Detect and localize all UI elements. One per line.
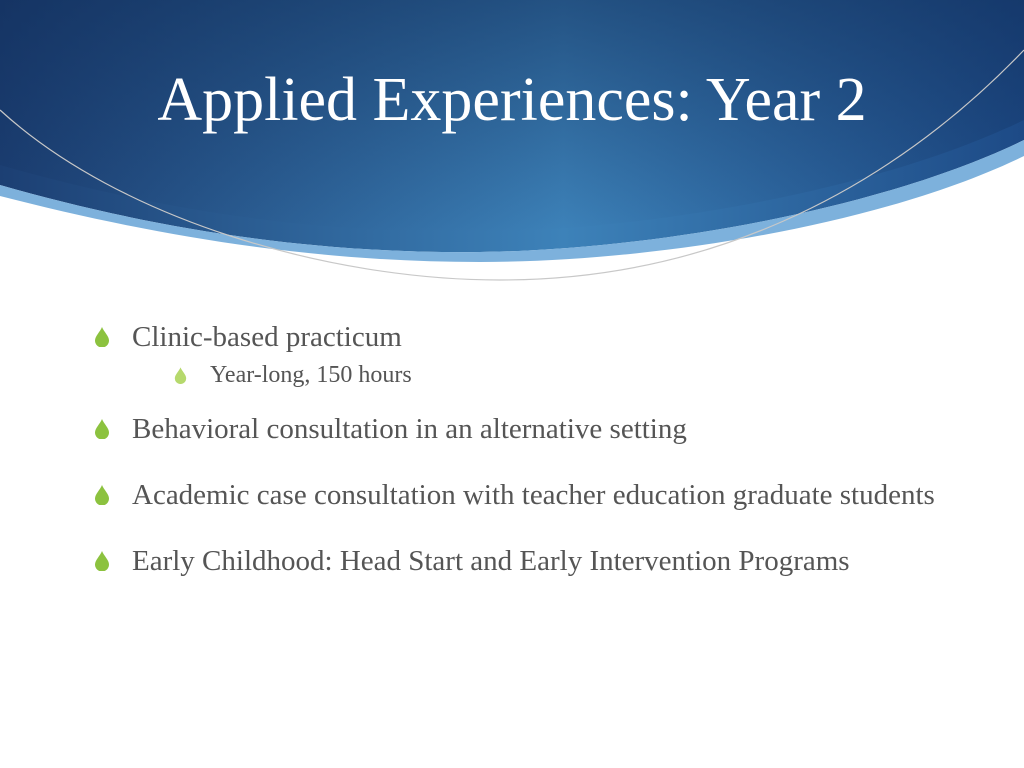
bullet-text: Clinic-based practicum (132, 321, 402, 353)
droplet-icon (94, 551, 110, 571)
bullet-list (94, 318, 974, 608)
bullet-text: Behavioral consultation in an alternative setting (132, 413, 687, 445)
droplet-icon (94, 327, 110, 347)
bullet-text: Early Childhood: Head Start and Early Intervention Programs (132, 545, 850, 577)
sub-bullet-text: Year-long, 150 hours (210, 362, 412, 388)
bullet-item (94, 476, 974, 514)
bullet-item (94, 318, 974, 390)
droplet-icon (174, 367, 187, 384)
bullet-text: Academic case consultation with teacher education graduate students (132, 479, 935, 511)
droplet-icon (94, 485, 110, 505)
droplet-icon (94, 419, 110, 439)
sub-bullet-item (170, 360, 974, 390)
slide-title: Applied Experiences: Year 2 (157, 66, 867, 134)
bullet-item (94, 542, 974, 580)
header-background (0, 0, 1024, 300)
bullet-item (94, 410, 974, 448)
